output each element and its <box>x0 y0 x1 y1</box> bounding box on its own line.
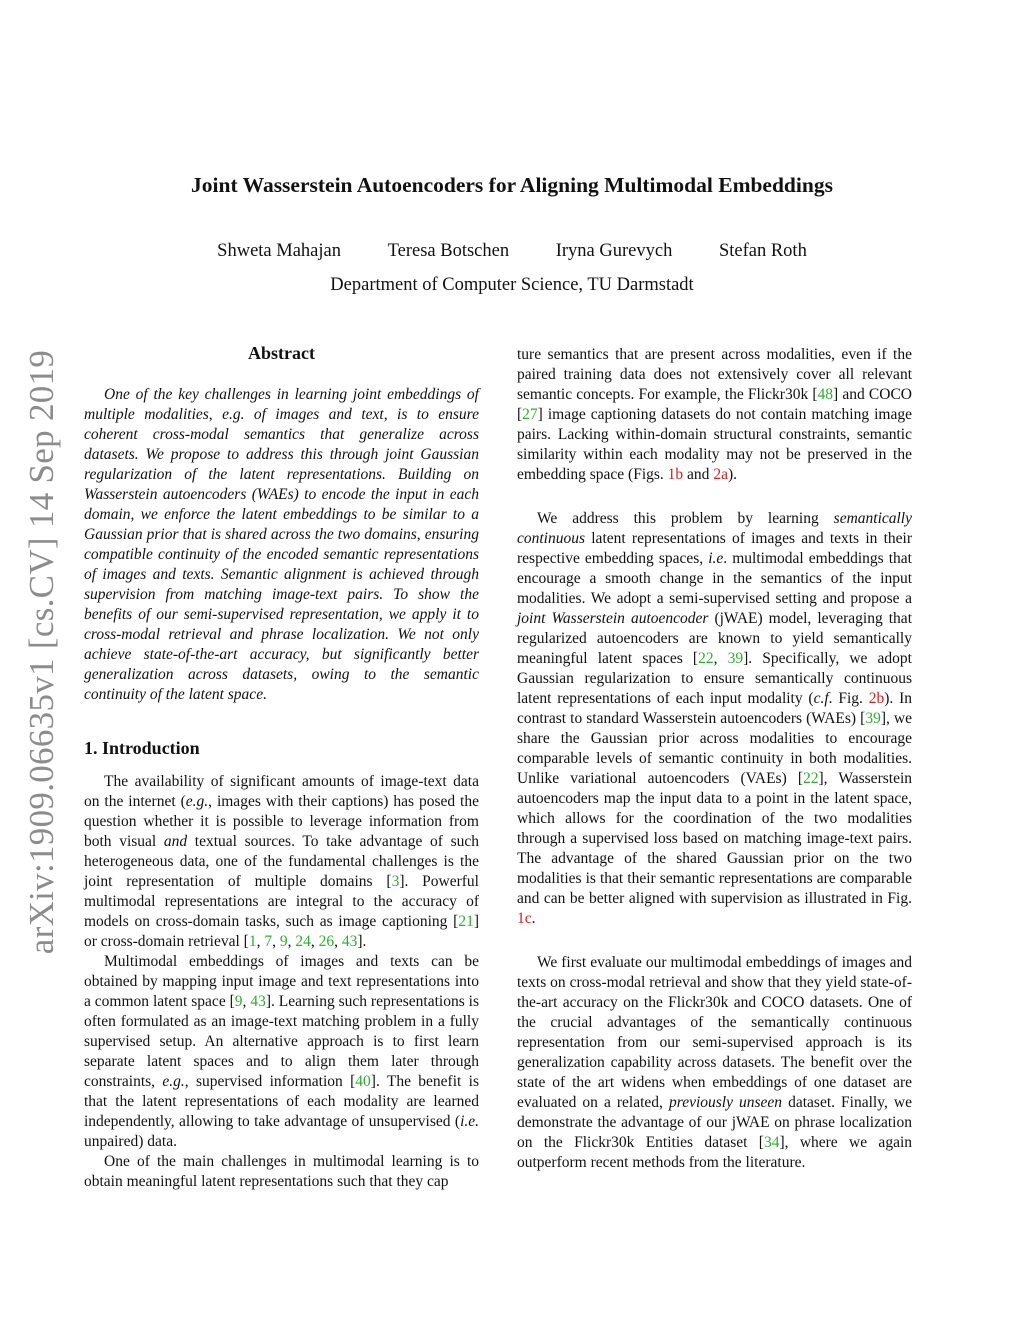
citation-link[interactable]: 43 <box>341 933 358 950</box>
citation-link[interactable]: 22 <box>803 770 819 787</box>
right-column <box>517 345 912 1173</box>
arxiv-identifier: arXiv:1909.06635v1 [cs.CV] 14 Sep 2019 <box>22 349 61 955</box>
citation-link[interactable]: 34 <box>763 1134 780 1151</box>
intro-paragraph-5: We first evaluate our multimodal embeddings of images and texts on cross-modal retrieval and show that they yield state-of-the-art accuracy on the Flickr30k and COCO datasets. One of the crucial advantages of the semantically continuous representation from our semi-supervised approach is its generalization capability across datasets. The benefit over the state of the art widens when embeddings of one dataset are evaluated on a related, previously unseen dataset. Finally, we demonstrate the advantage of our jWAE on phrase localization on the Flickr30k Entities dataset [34], where we again outperform recent methods from the literature. <box>517 954 913 1171</box>
citation-link[interactable]: 24 <box>295 933 311 950</box>
author-name: Shweta Mahajan <box>217 241 341 261</box>
citation-link[interactable]: 9 <box>279 933 288 950</box>
citation-link[interactable]: 9 <box>234 993 243 1010</box>
figure-link[interactable]: 2b <box>868 690 885 707</box>
intro-paragraph-2: Multimodal embeddings of images and texts can be obtained by mapping input image and text representations into a common latent space [9, 43]. Learning such representations is often formulated as an image-text matching problem in a fully supervised setup. An alternative approach is to first learn separate latent spaces and to align them later through constraints, e.g., supervised information [40]. The benefit is that the latent representations of each modality are learned independently, allowing to take advantage of unsupervised (i.e. unpaired) data. <box>84 953 480 1150</box>
abstract-text: One of the key challenges in learning joint embeddings of multiple modalities, e.g. of images and text, is to ensure coherent cross-modal semantics that generalize across datasets. We propose to address this through joint Gaussian regularization of the latent representations. Building on Wasserstein autoencoders (WAEs) to encode the input in each domain, we enforce the latent embeddings to be similar to a Gaussian prior that is shared across the two domains, ensuring compatible continuity of the encoded semantic representations of images and texts. Semantic alignment is achieved through supervision from matching image-text pairs. To show the benefits of our semi-supervised representation, we apply it to cross-modal retrieval and phrase localization. We not only achieve state-of-the-art accuracy, but significantly better generalization across datasets, owing to the semantic continuity of the latent space. <box>84 386 479 703</box>
paper-title: Joint Wasserstein Autoencoders for Aligning Multimodal Embeddings <box>191 173 833 197</box>
citation-link[interactable]: 48 <box>817 386 834 403</box>
figure-link[interactable]: 2a <box>713 466 728 483</box>
abstract-heading: Abstract <box>248 343 315 363</box>
citation-link[interactable]: 21 <box>458 913 474 930</box>
intro-paragraph-1: The availability of significant amounts of image-text data on the internet (e.g., images with their captions) has posed the question whether it is possible to leverage information from both visual and textual sources. To take advantage of such heterogeneous data, one of the fundamental challenges is the joint representation of multiple domains [3]. Powerful multimodal representations are integral to the accuracy of models on cross-domain tasks, such as image captioning [21] or cross-domain retrieval [1, 7, 9, 24, 26, 43]. <box>84 773 479 950</box>
citation-link[interactable]: 39 <box>865 710 881 727</box>
section-heading-introduction: 1. Introduction <box>84 738 200 758</box>
citation-link[interactable]: 26 <box>318 933 335 950</box>
left-column <box>84 343 479 1192</box>
citation-link[interactable]: 40 <box>355 1073 371 1090</box>
citation-link[interactable]: 22 <box>698 650 714 667</box>
affiliation: Department of Computer Science, TU Darmstadt <box>330 275 694 295</box>
citation-link[interactable]: 7 <box>264 933 273 950</box>
citation-link[interactable]: 39 <box>727 650 744 667</box>
intro-paragraph-4: We address this problem by learning semantically continuous latent representations of images and texts in their respective embedding spaces, i.e. multimodal embeddings that encourage a smooth change in the semantics of the input modalities. We adopt a semi-supervised setting and propose a joint Wasserstein autoencoder (jWAE) model, leveraging that regularized autoencoders are known to yield semantically meaningful latent spaces [22, 39]. Specifically, we adopt Gaussian regularization to ensure semantically continuous latent representations of each input modality (c.f. Fig. 2b). In contrast to standard Wasserstein autoencoders (WAEs) [39], we share the Gaussian prior across modalities to encourage comparable levels of semantic continuity in both modalities. Unlike variational autoencoders (VAEs) [22], Wasserstein autoencoders map the input data to a point in the latent space, which allows for the coordination of the two modalities through a supervised loss based on matching image-text pairs. The advantage of the shared Gaussian prior on the two modalities is that their semantic representations are comparable and can be better aligned with supervision as illustrated in Fig. 1c. <box>517 510 913 927</box>
citation-link[interactable]: 43 <box>250 993 266 1010</box>
figure-link[interactable]: 1c <box>517 910 532 927</box>
citation-link[interactable]: 3 <box>391 873 400 890</box>
citation-link[interactable]: 27 <box>522 406 538 423</box>
citation-link[interactable]: 1 <box>248 933 257 950</box>
figure-link[interactable]: 1b <box>667 466 684 483</box>
intro-paragraph-3-start: One of the main challenges in multimodal learning is to obtain meaningful latent representations such that they cap <box>84 1153 479 1190</box>
author-name: Teresa Botschen <box>387 241 510 261</box>
author-name: Iryna Gurevych <box>555 241 673 261</box>
author-list <box>0 241 1024 262</box>
intro-paragraph-3-continued: ture semantics that are present across modalities, even if the paired training data does not extensively cover all relevant semantic concepts. For example, the Flickr30k [48] and COCO [27] image captioning datasets do not contain matching image pairs. Lacking within-domain structural constraints, semantic similarity within each modality may not be preserved in the embedding space (Figs. 1b and 2a). <box>517 346 912 483</box>
author-name: Stefan Roth <box>718 241 807 261</box>
